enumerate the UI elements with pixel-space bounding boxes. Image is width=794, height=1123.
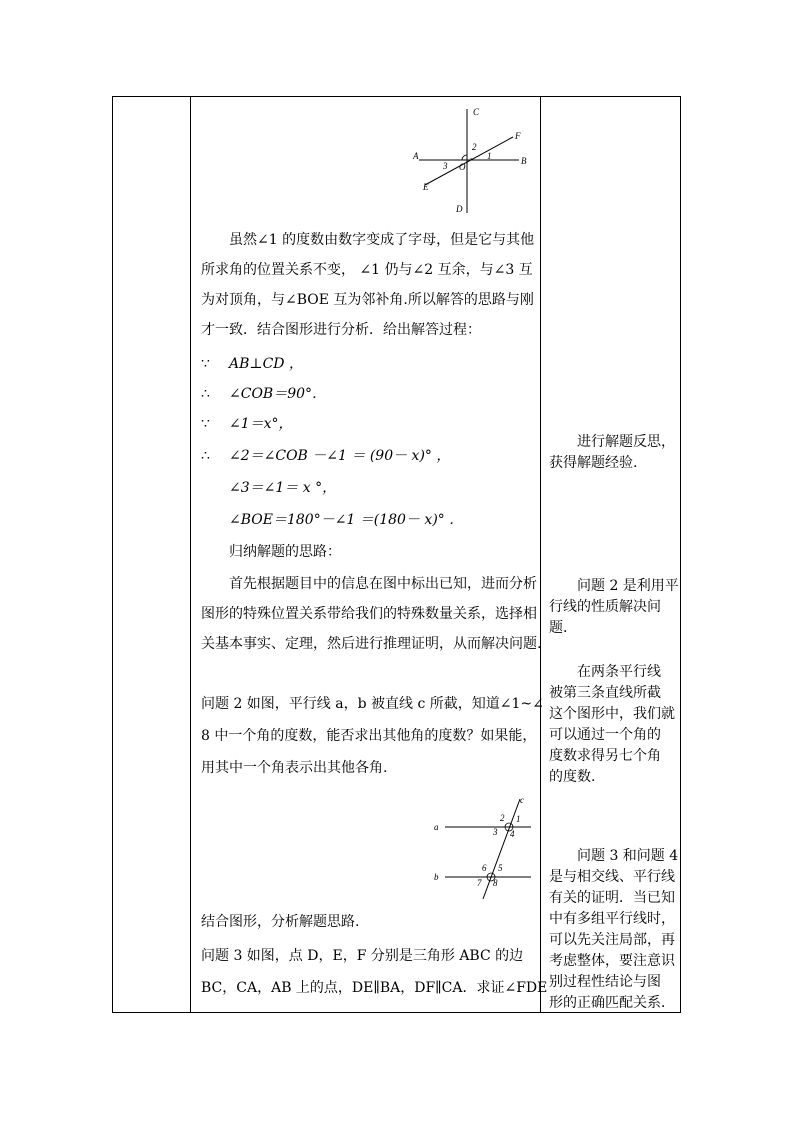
fig2-angle-2: 2 [500, 813, 505, 823]
intent-block4-line-4: 中有多组平行线时， [549, 911, 675, 927]
para1-line-3: 为对顶角，与∠BOE 互为邻补角.所以解答的思路与刚 [201, 292, 534, 308]
proof-line-4: ∴ ∠2＝∠COB －∠1 ＝ (90－ x)° ， [201, 448, 451, 464]
intent-block1-line-2: 获得解题经验. [549, 455, 638, 471]
intent-block3-line-6: 的度数. [549, 769, 596, 785]
fig1-label-A: A [413, 151, 419, 161]
fig2-label-a: a [434, 822, 439, 832]
fig2-angle-4: 4 [510, 829, 515, 839]
intent-block3-line-1: 在两条平行线 [577, 664, 661, 680]
question2-line-2: 8 中一个角的度数，能否求出其他角的度数？如果能， [201, 728, 537, 744]
figure-intersecting-lines [193, 103, 538, 223]
para1-line-4: 才一致．结合图形进行分析．给出解答过程： [201, 322, 481, 338]
fig1-label-D: D [456, 204, 463, 214]
intent-block4-line-7: 别过程性结论与图 [549, 974, 661, 990]
question2-line-1: 问题 2 如图，平行线 a，b 被直线 c 所截，知道∠1~∠ [201, 696, 544, 712]
intent-block2-line-2: 行线的性质解决问 [549, 599, 661, 615]
combine-figure-line: 结合图形，分析解题思路. [201, 914, 360, 930]
fig2-angle-1: 1 [516, 814, 521, 824]
fig2-angle-3: 3 [493, 827, 498, 837]
column-divider-left [190, 97, 191, 1012]
fig2-angle-6: 6 [482, 863, 487, 873]
column-divider-right [540, 97, 541, 1012]
fig2-angle-7: 7 [477, 878, 482, 888]
fig2-label-c: c [520, 795, 524, 805]
fig1-angle-3: 3 [443, 161, 448, 171]
question2-line-3: 用其中一个角表示出其他各角. [201, 760, 388, 776]
para2-line-1: 首先根据题目中的信息在图中标出已知，进而分析 [229, 576, 537, 592]
question3-line-1: 问题 3 如图，点 D，E，F 分别是三角形 ABC 的边 [201, 948, 524, 964]
fig1-label-E: E [423, 182, 429, 192]
summary-title: 归纳解题的思路： [229, 544, 341, 560]
because-symbol: ∵ [201, 356, 210, 372]
therefore-symbol: ∴ [201, 448, 210, 464]
para1-line-1: 虽然∠1 的度数由数字变成了字母，但是它与其他 [229, 232, 535, 248]
intent-block3-line-4: 可以通过一个角的 [549, 727, 661, 743]
intent-block2-line-1: 问题 2 是利用平 [577, 578, 679, 594]
teaching-content-column [193, 97, 548, 1012]
because-symbol: ∵ [201, 416, 210, 432]
proof-line-1: ∵ AB⊥CD ， [201, 356, 303, 372]
intent-block3-line-2: 被第三条直线所截 [549, 685, 661, 701]
intent-block3-line-5: 度数求得另七个角 [549, 748, 661, 764]
therefore-symbol: ∴ [201, 386, 210, 402]
question3-line-2: BC，CA，AB 上的点，DE∥BA，DF∥CA．求证∠FDE [201, 980, 548, 996]
fig1-label-B: B [521, 156, 527, 166]
intent-block4-line-8: 形的正确匹配关系． [549, 995, 675, 1011]
intent-block4-line-2: 是与相交线、平行线 [549, 869, 675, 885]
para1-line-2: 所求角的位置关系不变， ∠1 仍与∠2 互余，与∠3 互 [201, 262, 533, 278]
fig2-label-b: b [434, 872, 439, 882]
design-intent-column [543, 97, 680, 1012]
proof-line-3: ∵ ∠1＝x°， [201, 416, 293, 432]
fig1-label-O: O [459, 162, 466, 172]
intent-block1-line-1: 进行解题反思， [577, 434, 675, 450]
proof-line-5: ∠3＝∠1＝ x °， [229, 480, 337, 496]
intent-block4-line-3: 有关的证明．当已知 [549, 890, 675, 906]
intent-block3-line-3: 这个图形中，我们就 [549, 706, 675, 722]
para2-line-2: 图形的特殊位置关系带给我们的特殊数量关系，选择相 [201, 606, 537, 622]
proof-line-6: ∠BOE＝180°－∠1 ＝(180－ x)° ． [229, 512, 464, 528]
intent-block4-line-1: 问题 3 和问题 4 [577, 848, 679, 864]
figure-parallel-lines [193, 791, 538, 906]
fig2-angle-5: 5 [498, 863, 503, 873]
fig1-angle-1: 1 [487, 151, 492, 161]
lesson-table [112, 96, 681, 1013]
para2-line-3: 关基本事实、定理，然后进行推理证明，从而解决问题. [201, 636, 542, 652]
intent-block4-line-6: 考虑整体，要注意识 [549, 953, 675, 969]
fig1-label-F: F [515, 131, 521, 141]
fig1-angle-2: 2 [472, 142, 477, 152]
fig1-label-C: C [473, 107, 480, 117]
fig2-angle-8: 8 [493, 878, 498, 888]
intent-block2-line-3: 题. [549, 620, 568, 636]
intent-block4-line-5: 可以先关注局部，再 [549, 932, 675, 948]
proof-line-2: ∴ ∠COB＝90°． [201, 386, 327, 402]
